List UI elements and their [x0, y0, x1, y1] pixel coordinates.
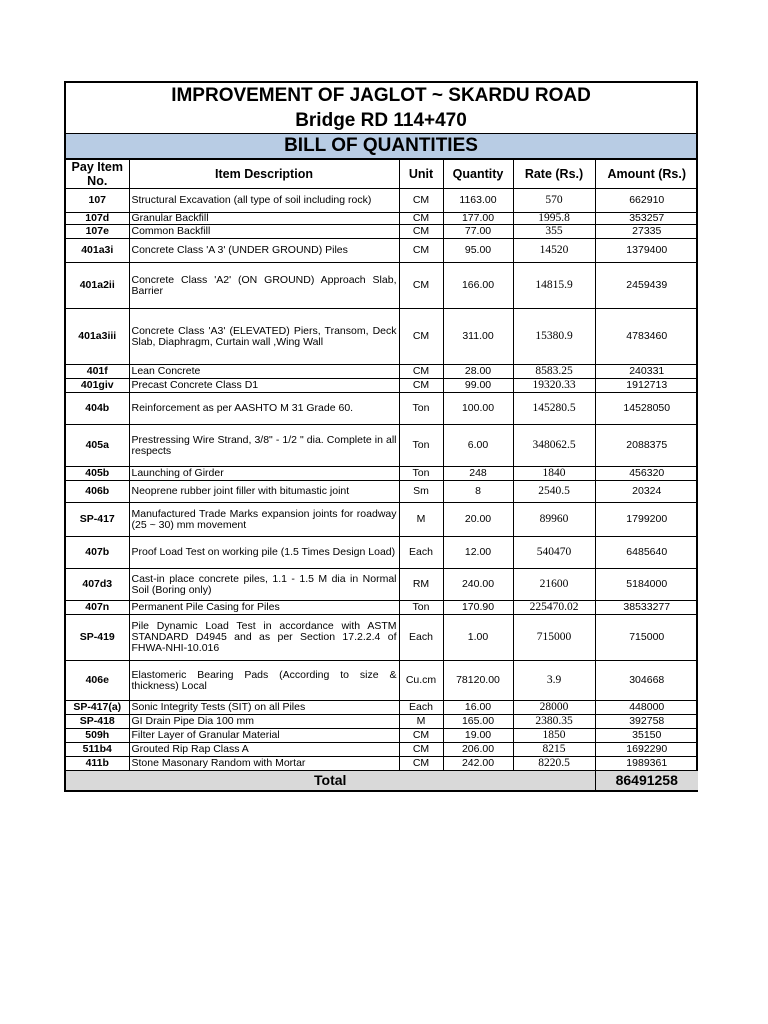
unit-cell: Cu.cm — [399, 661, 443, 701]
rate-cell: 1840 — [513, 467, 595, 481]
amount-cell: 662910 — [595, 189, 698, 213]
table-row — [66, 701, 698, 715]
pay-item-no-cell: SP-418 — [66, 715, 129, 729]
amount-cell: 392758 — [595, 715, 698, 729]
pay-item-no-cell: 411b — [66, 757, 129, 771]
amount-cell: 5184000 — [595, 569, 698, 601]
unit-cell: M — [399, 715, 443, 729]
pay-item-no-cell: 405a — [66, 425, 129, 467]
amount-cell: 27335 — [595, 225, 698, 239]
quantity-cell: 242.00 — [443, 757, 513, 771]
item-description-cell: Launching of Girder — [129, 467, 399, 481]
pay-item-no-cell: 407d3 — [66, 569, 129, 601]
amount-cell: 14528050 — [595, 393, 698, 425]
rate-cell: 89960 — [513, 503, 595, 537]
item-description-cell: Precast Concrete Class D1 — [129, 379, 399, 393]
project-title: IMPROVEMENT OF JAGLOT ~ SKARDU ROAD — [171, 85, 591, 106]
table-row — [66, 425, 698, 467]
item-description-cell: Concrete Class 'A2' (ON GROUND) Approach Slab, Barrier — [129, 263, 399, 309]
quantity-cell: 20.00 — [443, 503, 513, 537]
table-row — [66, 503, 698, 537]
amount-cell: 20324 — [595, 481, 698, 503]
amount-cell: 35150 — [595, 729, 698, 743]
rate-cell: 715000 — [513, 615, 595, 661]
quantity-cell: 77.00 — [443, 225, 513, 239]
unit-cell: M — [399, 503, 443, 537]
pay-item-no-cell: 405b — [66, 467, 129, 481]
pay-item-no-cell: 511b4 — [66, 743, 129, 757]
table-row — [66, 743, 698, 757]
pay-item-no-cell: 107d — [66, 213, 129, 225]
table-row — [66, 379, 698, 393]
pay-item-no-cell: 401giv — [66, 379, 129, 393]
table-row — [66, 729, 698, 743]
total-amount: 86491258 — [595, 771, 698, 791]
rate-cell: 21600 — [513, 569, 595, 601]
rate-cell: 348062.5 — [513, 425, 595, 467]
item-description-cell: Concrete Class 'A3' (ELEVATED) Piers, Transom, Deck Slab, Diaphragm, Curtain wall ,Wing Wall — [129, 309, 399, 365]
total-row — [66, 771, 698, 791]
pay-item-no-cell: 407n — [66, 601, 129, 615]
col-rate: Rate (Rs.) — [513, 160, 595, 189]
quantity-cell: 206.00 — [443, 743, 513, 757]
rate-cell: 1995.8 — [513, 213, 595, 225]
pay-item-no-cell: 401a3i — [66, 239, 129, 263]
quantity-cell: 165.00 — [443, 715, 513, 729]
item-description-cell: Common Backfill — [129, 225, 399, 239]
table-row — [66, 189, 698, 213]
col-pay-item: Pay Item No. — [66, 160, 129, 189]
table-row — [66, 365, 698, 379]
pay-item-no-cell: 509h — [66, 729, 129, 743]
item-description-cell: GI Drain Pipe Dia 100 mm — [129, 715, 399, 729]
quantity-cell: 100.00 — [443, 393, 513, 425]
col-unit: Unit — [399, 160, 443, 189]
item-description-cell: Filter Layer of Granular Material — [129, 729, 399, 743]
boq-table — [66, 159, 698, 790]
unit-cell: CM — [399, 309, 443, 365]
rate-cell: 355 — [513, 225, 595, 239]
table-row — [66, 213, 698, 225]
unit-cell: CM — [399, 379, 443, 393]
rate-cell: 3.9 — [513, 661, 595, 701]
unit-cell: Ton — [399, 425, 443, 467]
bridge-title: Bridge RD 114+470 — [295, 110, 467, 131]
rate-cell: 225470.02 — [513, 601, 595, 615]
unit-cell: Sm — [399, 481, 443, 503]
table-row — [66, 393, 698, 425]
item-description-cell: Elastomeric Bearing Pads (According to size & thickness) Local — [129, 661, 399, 701]
item-description-cell: Permanent Pile Casing for Piles — [129, 601, 399, 615]
pay-item-no-cell: 407b — [66, 537, 129, 569]
amount-cell: 1912713 — [595, 379, 698, 393]
table-row — [66, 601, 698, 615]
rate-cell: 14520 — [513, 239, 595, 263]
unit-cell: CM — [399, 189, 443, 213]
table-row — [66, 309, 698, 365]
item-description-cell: Stone Masonary Random with Mortar — [129, 757, 399, 771]
pay-item-no-cell: SP-419 — [66, 615, 129, 661]
quantity-cell: 248 — [443, 467, 513, 481]
amount-cell: 2459439 — [595, 263, 698, 309]
unit-cell: CM — [399, 213, 443, 225]
item-description-cell: Structural Excavation (all type of soil including rock) — [129, 189, 399, 213]
rate-cell: 1850 — [513, 729, 595, 743]
table-row — [66, 239, 698, 263]
unit-cell: CM — [399, 729, 443, 743]
table-row — [66, 569, 698, 601]
quantity-cell: 19.00 — [443, 729, 513, 743]
pay-item-no-cell: 404b — [66, 393, 129, 425]
rate-cell: 570 — [513, 189, 595, 213]
unit-cell: CM — [399, 757, 443, 771]
quantity-cell: 16.00 — [443, 701, 513, 715]
item-description-cell: Cast-in place concrete piles, 1.1 - 1.5 M dia in Normal Soil (Boring only) — [129, 569, 399, 601]
unit-cell: CM — [399, 225, 443, 239]
rate-cell: 145280.5 — [513, 393, 595, 425]
quantity-cell: 6.00 — [443, 425, 513, 467]
col-quantity: Quantity — [443, 160, 513, 189]
table-row — [66, 537, 698, 569]
table-row — [66, 715, 698, 729]
amount-cell: 304668 — [595, 661, 698, 701]
unit-cell: Ton — [399, 467, 443, 481]
pay-item-no-cell: 406b — [66, 481, 129, 503]
quantity-cell: 78120.00 — [443, 661, 513, 701]
table-body — [66, 189, 698, 791]
quantity-cell: 170.90 — [443, 601, 513, 615]
rate-cell: 540470 — [513, 537, 595, 569]
item-description-cell: Granular Backfill — [129, 213, 399, 225]
unit-cell: Ton — [399, 393, 443, 425]
unit-cell: CM — [399, 743, 443, 757]
quantity-cell: 12.00 — [443, 537, 513, 569]
unit-cell: Each — [399, 537, 443, 569]
boq-heading: BILL OF QUANTITIES — [66, 133, 696, 159]
col-amount: Amount (Rs.) — [595, 160, 698, 189]
rate-cell: 8215 — [513, 743, 595, 757]
pay-item-no-cell: 401a2ii — [66, 263, 129, 309]
rate-cell: 14815.9 — [513, 263, 595, 309]
rate-cell: 2540.5 — [513, 481, 595, 503]
pay-item-no-cell: 107 — [66, 189, 129, 213]
pay-item-no-cell: SP-417 — [66, 503, 129, 537]
table-row — [66, 615, 698, 661]
table-row — [66, 263, 698, 309]
rate-cell: 2380.35 — [513, 715, 595, 729]
amount-cell: 6485640 — [595, 537, 698, 569]
quantity-cell: 1163.00 — [443, 189, 513, 213]
unit-cell: CM — [399, 239, 443, 263]
amount-cell: 456320 — [595, 467, 698, 481]
item-description-cell: Grouted Rip Rap Class A — [129, 743, 399, 757]
col-description: Item Description — [129, 160, 399, 189]
quantity-cell: 95.00 — [443, 239, 513, 263]
amount-cell: 715000 — [595, 615, 698, 661]
quantity-cell: 177.00 — [443, 213, 513, 225]
amount-cell: 1692290 — [595, 743, 698, 757]
quantity-cell: 1.00 — [443, 615, 513, 661]
amount-cell: 448000 — [595, 701, 698, 715]
pay-item-no-cell: 401f — [66, 365, 129, 379]
item-description-cell: Manufactured Trade Marks expansion joints for roadway (25 ~ 30) mm movement — [129, 503, 399, 537]
boq-sheet — [64, 81, 698, 792]
table-row — [66, 757, 698, 771]
rate-cell: 15380.9 — [513, 309, 595, 365]
item-description-cell: Proof Load Test on working pile (1.5 Times Design Load) — [129, 537, 399, 569]
item-description-cell: Reinforcement as per AASHTO M 31 Grade 60. — [129, 393, 399, 425]
item-description-cell: Pile Dynamic Load Test in accordance with ASTM STANDARD D4945 and as per Section 17.2.2.4 of FHWA-NHI-10.016 — [129, 615, 399, 661]
quantity-cell: 99.00 — [443, 379, 513, 393]
table-row — [66, 225, 698, 239]
amount-cell: 1379400 — [595, 239, 698, 263]
table-row — [66, 661, 698, 701]
table-row — [66, 481, 698, 503]
unit-cell: RM — [399, 569, 443, 601]
amount-cell: 240331 — [595, 365, 698, 379]
amount-cell: 2088375 — [595, 425, 698, 467]
total-label: Total — [66, 771, 595, 791]
unit-cell: Each — [399, 615, 443, 661]
quantity-cell: 8 — [443, 481, 513, 503]
rate-cell: 28000 — [513, 701, 595, 715]
pay-item-no-cell: 406e — [66, 661, 129, 701]
unit-cell: CM — [399, 263, 443, 309]
quantity-cell: 166.00 — [443, 263, 513, 309]
table-header-row — [66, 160, 698, 189]
unit-cell: CM — [399, 365, 443, 379]
pay-item-no-cell: SP-417(a) — [66, 701, 129, 715]
pay-item-no-cell: 107e — [66, 225, 129, 239]
item-description-cell: Sonic Integrity Tests (SIT) on all Piles — [129, 701, 399, 715]
item-description-cell: Concrete Class 'A 3' (UNDER GROUND) Piles — [129, 239, 399, 263]
amount-cell: 4783460 — [595, 309, 698, 365]
quantity-cell: 240.00 — [443, 569, 513, 601]
quantity-cell: 28.00 — [443, 365, 513, 379]
rate-cell: 19320.33 — [513, 379, 595, 393]
item-description-cell: Neoprene rubber joint filler with bitumastic joint — [129, 481, 399, 503]
unit-cell: Each — [399, 701, 443, 715]
table-row — [66, 467, 698, 481]
rate-cell: 8220.5 — [513, 757, 595, 771]
amount-cell: 38533277 — [595, 601, 698, 615]
item-description-cell: Prestressing Wire Strand, 3/8" - 1/2 " dia. Complete in all respects — [129, 425, 399, 467]
pay-item-no-cell: 401a3iii — [66, 309, 129, 365]
item-description-cell: Lean Concrete — [129, 365, 399, 379]
quantity-cell: 311.00 — [443, 309, 513, 365]
amount-cell: 1989361 — [595, 757, 698, 771]
unit-cell: Ton — [399, 601, 443, 615]
amount-cell: 1799200 — [595, 503, 698, 537]
amount-cell: 353257 — [595, 213, 698, 225]
rate-cell: 8583.25 — [513, 365, 595, 379]
